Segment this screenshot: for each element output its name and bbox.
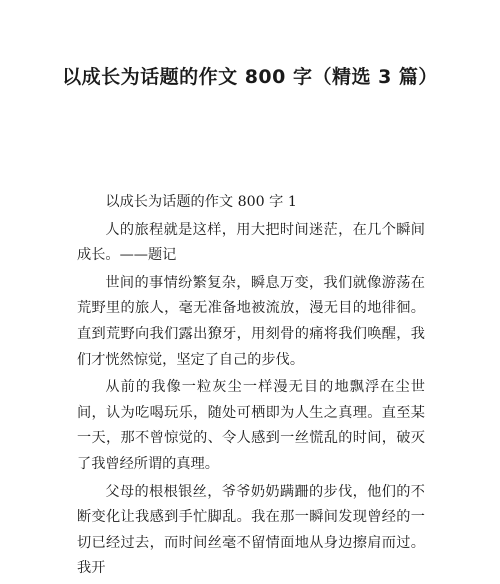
paragraph-3: 从前的我像一粒灰尘一样漫无目的地飘浮在尘世间，认为吃喝玩乐，随处可栖即为人生之真理。直至某一天，那不曾惊觉的、令人感到一丝慌乱的时间，破灭了我曾经所谓的真理。 [77,379,425,472]
section-heading: 以成长为话题的作文 800 字 1 [105,194,297,210]
document-body [77,190,425,584]
paragraph-4: 父母的根根银丝，爷爷奶奶蹒跚的步伐，他们的不断变化让我感到手忙脚乱。我在那一瞬间发现曾经的一切已经过去，而时间丝毫不留情面地从身边擦肩而过。我开 [77,483,425,577]
document-title: 以成长为话题的作文 800 字（精选 3 篇） [62,66,438,88]
paragraph-2: 世间的事情纷繁复杂，瞬息万变，我们就像游荡在荒野里的旅人，毫无准备地被流放，漫无目的地徘徊。直到荒野向我们露出獠牙，用刻骨的痛将我们唤醒，我们才恍然惊觉，坚定了自己的步伐。 [77,274,425,368]
paragraph-1: 人的旅程就是这样，用大把时间迷茫，在几个瞬间成长。——题记 [77,221,425,264]
